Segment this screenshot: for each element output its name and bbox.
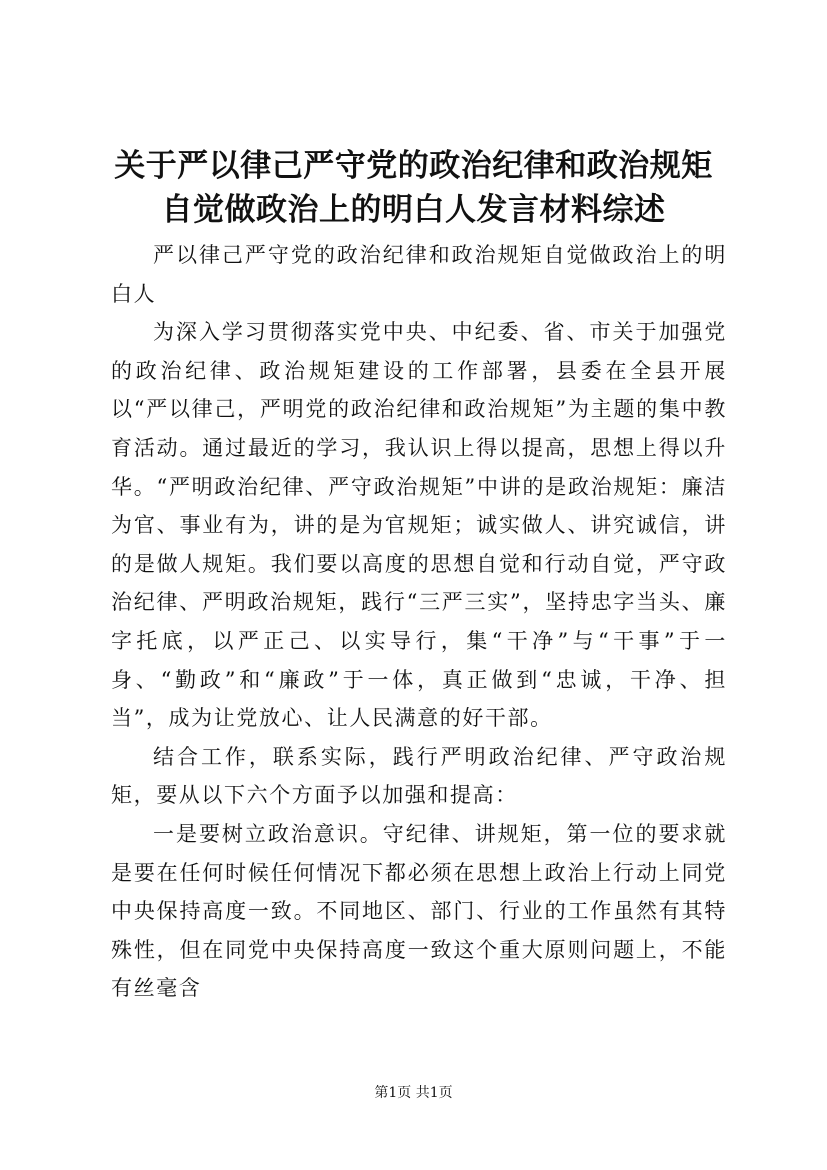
page-number-footer: 第1页 共1页 [374, 1085, 453, 1101]
subtitle-paragraph: 严以律己严守党的政治纪律和政治规矩自觉做政治上的明白人 [111, 243, 727, 306]
body-paragraph-combine: 结合工作，联系实际，践行严明政治纪律、严守政治规矩，要从以下六个方面予以加强和提高： [111, 744, 727, 808]
document-title: 关于严以律己严守党的政治纪律和政治规矩自觉做政治上的明白人发言材料综述 [114, 148, 713, 228]
body-paragraph-point-one: 一是要树立政治意识。守纪律、讲规矩，第一位的要求就是要在任何时候任何情况下都必须在思想上政治上行动上同党中央保持高度一致。不同地区、部门、行业的工作虽然有其特殊性，但在同党中央保持高度一致这个重大原则问题上，不能有丝毫含 [111, 821, 727, 1001]
document-body [111, 236, 727, 1008]
body-paragraph-intro: 为深入学习贯彻落实党中央、中纪委、省、市关于加强党的政治纪律、政治规矩建设的工作部署，县委在全县开展以“严以律己，严明党的政治纪律和政治规矩”为主题的集中教育活动。通过最近的学习，我认识上得以提高，思想上得以升华。“严明政治纪律、严守政治规矩”中讲的是政治规矩：廉洁为官、事业有为，讲的是为官规矩；诚实做人、讲究诚信，讲的是做人规矩。我们要以高度的思想自觉和行动自觉，严守政治纪律、严明政治规矩，践行“三严三实”，坚持忠字当头、廉字托底，以严正己、以实导行，集“干净”与“干事”于一身、“勤政”和“廉政”于一体，真正做到“忠诚，干净、担当”，成为让党放心、让人民满意的好干部。 [111, 320, 727, 731]
